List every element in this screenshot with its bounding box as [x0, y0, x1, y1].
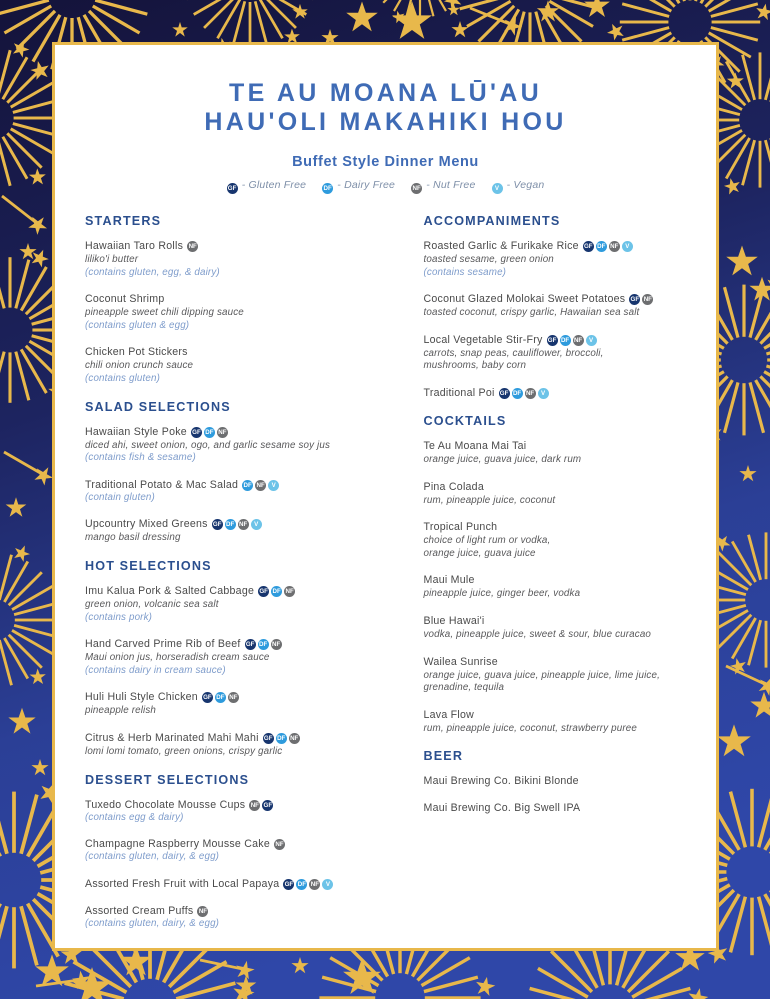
badge-v-icon: V: [586, 335, 597, 346]
allergen-legend: [85, 179, 686, 194]
menu-item-name: Lava Flow: [423, 708, 475, 721]
menu-item-badges: [242, 479, 281, 491]
menu-item-allergen-note: (contains gluten): [85, 372, 160, 384]
menu-item-name-row: [85, 239, 372, 253]
menu-item-name: Coconut Shrimp: [85, 293, 165, 306]
badge-nf-icon: NF: [285, 587, 294, 595]
legend-entry-nf: [411, 179, 475, 194]
menu-item-name: Champagne Raspberry Mousse Cake: [85, 838, 270, 851]
menu-item-description: pineapple sweet chili dipping sauce: [85, 307, 244, 319]
badge-nf-icon: NF: [239, 521, 248, 529]
menu-item-badges: [197, 905, 210, 917]
menu-item-name-row: [424, 801, 687, 815]
legend-label: - Vegan: [503, 179, 545, 191]
badge-v-icon: V: [268, 480, 279, 491]
menu-item-allergen-note: (contains egg & dairy): [85, 811, 184, 823]
section-title: COCKTAILS: [423, 413, 507, 428]
menu-item-name-row: [424, 386, 687, 400]
badge-nf-icon: NF: [573, 336, 583, 344]
right-column: [386, 214, 687, 943]
menu-item-name: Traditional Potato & Mac Salad: [85, 478, 239, 491]
menu-item-name-row: [424, 614, 687, 628]
menu-item-name-row: [85, 904, 372, 918]
menu-item: [424, 386, 687, 400]
badge-gf-icon: GF: [263, 734, 273, 742]
menu-item-name: Hawaiian Taro Rolls: [85, 240, 184, 252]
menu-item-description: toasted coconut, crispy garlic, Hawaiian sea salt: [423, 307, 640, 319]
legend-entry-v: [492, 179, 545, 194]
badge-df-icon: DF: [323, 185, 332, 192]
menu-item-description: liliko'i butter: [85, 254, 139, 265]
menu-item: [424, 520, 687, 560]
badge-v-icon: V: [492, 183, 503, 194]
menu-item-name: Hawaiian Style Poke: [85, 425, 187, 438]
menu-item-badges: [274, 838, 287, 850]
menu-item-name: Maui Brewing Co. Bikini Blonde: [423, 775, 579, 788]
menu-item-allergen-note: (contains gluten, dairy, & egg): [85, 851, 220, 863]
badge-nf-icon: NF: [275, 841, 284, 849]
menu-item-name-row: [85, 425, 372, 439]
badge-gf-icon: GF: [547, 336, 557, 344]
page-title: [85, 79, 686, 137]
menu-item-badges: [212, 518, 264, 530]
menu-item-badges: [583, 240, 635, 252]
menu-item-badges: [187, 240, 200, 252]
menu-item-badges: [202, 691, 241, 703]
menu-item-name-row: [85, 877, 372, 891]
menu-item: [85, 425, 372, 465]
badge-nf-icon: NF: [310, 880, 320, 888]
menu-item: [85, 798, 372, 825]
legend-entry-df: [322, 179, 395, 194]
menu-item-badges: [263, 732, 302, 744]
menu-item-name: Assorted Fresh Fruit with Local Papaya: [85, 877, 280, 890]
badge-df-icon: DF: [259, 641, 268, 649]
menu-item-allergen-note: (contains gluten, dairy, & egg): [85, 917, 220, 929]
menu-item-name-row: [424, 774, 687, 788]
badge-v-icon: V: [538, 388, 549, 399]
badge-df-icon: DF: [243, 481, 252, 489]
menu-item-description: orange juice, guava juice, pineapple juice, lime juice, grenadine, tequila: [423, 669, 660, 694]
menu-section: [85, 214, 372, 386]
menu-item: [85, 904, 372, 931]
menu-item: [85, 239, 372, 279]
badge-df-icon: DF: [205, 428, 214, 436]
section-title: STARTERS: [85, 214, 162, 228]
section-title: SALAD SELECTIONS: [85, 399, 231, 414]
menu-item-badges: [547, 334, 599, 346]
badge-gf-icon: GF: [583, 243, 593, 250]
menu-item: [85, 478, 372, 505]
menu-item-badges: [245, 638, 284, 650]
badge-nf-icon: NF: [610, 243, 619, 250]
badge-df-icon: DF: [216, 694, 225, 702]
menu-item-name-row: [424, 655, 687, 669]
menu-item-name: Huli Huli Style Chicken: [85, 691, 198, 704]
badge-gf-icon: GF: [212, 521, 222, 529]
menu-item-description: chili onion crunch sauce: [85, 360, 194, 372]
menu-item: [424, 480, 687, 508]
menu-item: [424, 573, 687, 601]
menu-item-name: Imu Kalua Pork & Salted Cabbage: [85, 584, 255, 597]
menu-item-description: choice of light rum or vodka, orange juice, guava juice: [423, 535, 551, 559]
legend-label: - Gluten Free: [238, 179, 307, 191]
menu-item-name-row: [424, 480, 687, 494]
menu-item-badges: [191, 426, 230, 438]
menu-item-badges: [629, 293, 655, 305]
menu-item-description: pineapple juice, ginger beer, vodka: [423, 588, 581, 600]
badge-v-icon: V: [622, 241, 633, 252]
menu-section: [424, 414, 687, 735]
badge-v-icon: V: [322, 879, 333, 890]
menu-item: [424, 292, 687, 320]
badge-gf-icon: GF: [245, 641, 255, 649]
menu-item-description: pineapple relish: [85, 705, 157, 717]
menu-item: [424, 708, 687, 736]
menu-item: [85, 877, 372, 891]
menu-item: [424, 239, 687, 279]
menu-item-name-row: [85, 731, 372, 745]
menu-item: [85, 837, 372, 864]
menu-item-name-row: [85, 690, 372, 704]
menu-item: [424, 333, 687, 373]
menu-item-name-row: [85, 637, 372, 651]
menu-item-name: Tuxedo Chocolate Mousse Cups: [85, 798, 246, 811]
menu-item-badges: [249, 799, 275, 811]
menu-item-description: rum, pineapple juice, coconut: [423, 494, 556, 506]
menu-item-name: Maui Brewing Co. Big Swell IPA: [423, 802, 581, 815]
badge-gf-icon: GF: [263, 801, 273, 809]
badge-nf-icon: NF: [198, 907, 208, 915]
menu-section: [85, 773, 372, 931]
menu-item: [85, 345, 372, 385]
badge-df-icon: DF: [597, 243, 606, 250]
menu-item-name-row: [85, 478, 372, 492]
badge-gf-icon: GF: [259, 587, 268, 595]
menu-item-name-row: [85, 517, 372, 531]
menu-item-name: Citrus & Herb Marinated Mahi Mahi: [85, 731, 259, 744]
badge-v-icon: V: [251, 519, 262, 530]
menu-item-name-row: [85, 584, 372, 598]
menu-item-allergen-note: (contains gluten, egg, & dairy): [85, 266, 220, 278]
menu-subtitle: Buffet Style Dinner Menu: [292, 154, 479, 170]
menu-item-description: lomi lomi tomato, green onions, crispy garlic: [85, 745, 283, 757]
menu-item-description: green onion, volcanic sea salt: [85, 598, 219, 610]
menu-item-allergen-note: (contain gluten): [85, 491, 155, 503]
menu-item: [424, 655, 687, 695]
menu-item: [424, 774, 687, 788]
menu-item-name: Local Vegetable Stir-Fry: [423, 333, 543, 346]
menu-item-name-row: [85, 292, 372, 306]
menu-item: [424, 801, 687, 815]
menu-item-name: Pina Colada: [423, 480, 484, 493]
menu-header: [85, 79, 686, 194]
menu-section: [85, 400, 372, 545]
badge-gf-icon: GF: [630, 296, 640, 304]
menu-item-description: carrots, snap peas, cauliflower, broccoli, mushrooms, baby corn: [423, 347, 604, 372]
menu-item-allergen-note: (contains gluten & egg): [85, 319, 190, 331]
menu-item-allergen-note: (contains dairy in cream sauce): [85, 664, 226, 676]
badge-nf-icon: NF: [250, 801, 259, 809]
section-title: ACCOMPANIMENTS: [423, 214, 561, 228]
badge-df-icon: DF: [297, 880, 307, 888]
menu-section: [85, 559, 372, 759]
menu-item-name: Maui Mule: [423, 574, 475, 587]
badge-df-icon: DF: [226, 521, 235, 529]
badge-gf-icon: GF: [192, 428, 201, 436]
menu-item: [85, 584, 372, 624]
menu-item-name: Coconut Glazed Molokai Sweet Potatoes: [423, 293, 626, 306]
menu-item: [85, 517, 372, 545]
menu-item-name: Roasted Garlic & Furikake Rice: [423, 240, 579, 252]
badge-nf-icon: NF: [290, 734, 299, 742]
badge-nf-icon: NF: [229, 694, 238, 702]
section-title: DESSERT SELECTIONS: [85, 772, 250, 787]
menu-item-allergen-note: (contains fish & sesame): [85, 452, 196, 464]
menu-item-name: Tropical Punch: [423, 521, 498, 534]
menu-section: [424, 214, 687, 400]
menu-item-name: Wailea Sunrise: [423, 655, 498, 668]
menu-item-badges: [258, 585, 297, 597]
menu-item: [85, 690, 372, 718]
menu-item-name-row: [424, 292, 687, 306]
menu-item: [424, 439, 687, 467]
menu-item-name: Te Au Moana Mai Tai: [423, 439, 527, 452]
badge-gf-icon: GF: [227, 185, 237, 192]
menu-item-name: Traditional Poi: [423, 386, 495, 399]
badge-nf-icon: NF: [218, 428, 227, 436]
legend-entry-gf: [227, 179, 307, 194]
menu-item-description: orange juice, guava juice, dark rum: [423, 453, 582, 465]
menu-item-name-row: [424, 708, 687, 722]
badge-nf-icon: NF: [412, 185, 421, 192]
menu-item-name-row: [424, 520, 687, 534]
legend-label: - Nut Free: [423, 179, 476, 191]
menu-item-name-row: [85, 798, 372, 812]
menu-item-name-row: [85, 345, 372, 359]
menu-item: [424, 614, 687, 642]
menu-item-name-row: [424, 333, 687, 347]
title-line-1: TE AU MOANA LŪ'AU: [229, 79, 542, 107]
badge-df-icon: DF: [512, 389, 522, 397]
menu-item-name: Upcountry Mixed Greens: [85, 518, 208, 531]
menu-item-badges: [283, 878, 335, 890]
menu-card: [52, 42, 719, 951]
badge-gf-icon: GF: [499, 389, 509, 397]
legend-label: - Dairy Free: [334, 179, 396, 191]
section-title: HOT SELECTIONS: [85, 558, 212, 573]
left-column: [85, 214, 386, 943]
menu-columns: [85, 214, 686, 943]
menu-item-name-row: [85, 837, 372, 851]
badge-gf-icon: GF: [284, 880, 294, 888]
badge-df-icon: DF: [272, 587, 281, 595]
badge-nf-icon: NF: [643, 296, 652, 304]
menu-item: [85, 731, 372, 759]
badge-nf-icon: NF: [256, 481, 265, 489]
menu-item-description: Maui onion jus, horseradish cream sauce: [85, 652, 270, 664]
menu-item: [85, 292, 372, 332]
badge-nf-icon: NF: [188, 243, 197, 250]
badge-df-icon: DF: [277, 734, 286, 742]
menu-section: [424, 749, 687, 815]
title-line-2: HAU'OLI MAKAHIKI HOU: [204, 108, 567, 136]
menu-item-name: Assorted Cream Puffs: [85, 904, 194, 917]
menu-item-description: vodka, pineapple juice, sweet & sour, blue curacao: [423, 628, 652, 640]
section-title: BEER: [423, 749, 464, 764]
menu-item-allergen-note: (contains sesame): [423, 266, 507, 278]
badge-df-icon: DF: [560, 336, 570, 344]
menu-item-description: toasted sesame, green onion: [423, 254, 554, 265]
menu-item-allergen-note: (contains pork): [85, 611, 153, 623]
badge-gf-icon: GF: [203, 694, 212, 702]
menu-item-description: mango basil dressing: [85, 532, 181, 544]
menu-item-description: rum, pineapple juice, coconut, strawberry puree: [423, 722, 637, 734]
menu-item-badges: [499, 387, 551, 399]
menu-item-name: Hand Carved Prime Rib of Beef: [85, 638, 241, 651]
menu-item-name: Chicken Pot Stickers: [85, 346, 188, 359]
badge-nf-icon: NF: [525, 389, 535, 397]
menu-item-name: Blue Hawai'i: [423, 614, 485, 627]
menu-item: [85, 637, 372, 677]
menu-item-name-row: [424, 573, 687, 587]
menu-item-name-row: [424, 239, 687, 253]
menu-item-description: diced ahi, sweet onion, ogo, and garlic sesame soy jus: [85, 439, 330, 451]
badge-nf-icon: NF: [272, 641, 281, 649]
menu-item-name-row: [424, 439, 687, 453]
